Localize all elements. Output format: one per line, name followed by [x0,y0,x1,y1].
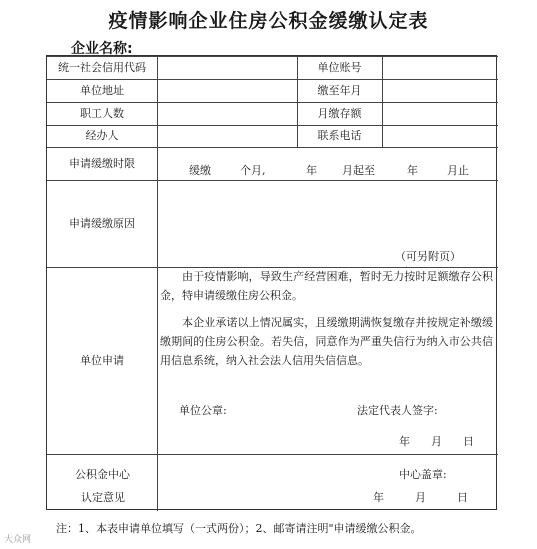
application-date-month: 月 [431,435,442,448]
label-center-2: 认定意见 [81,491,125,504]
monthly-deposit-field[interactable] [382,102,498,125]
label-credit-code: 统一社会信用代码 [58,60,146,74]
label-employee-count: 职工人数 [80,106,124,120]
period-month-end: 月止 [447,164,469,177]
label-paid-until: 缴至年月 [317,83,362,97]
handler-field[interactable] [157,125,297,147]
credit-code-field[interactable] [157,56,297,79]
period-month-from: 月起至 [342,164,375,177]
application-paragraph-2: 本企业承诺以上情况属实，且缓缴期满恢复缴存并按规定补缴缓缴期间的住房公积金。若失信，同意作为严重失信行为纳入市公共信用信息系统，纳入社会法人信用失信信息。 [160,316,493,367]
paid-until-field[interactable] [382,79,498,102]
center-date-month: 月 [415,491,426,504]
footer-note: 注：1、本表申请单位填写（一式两份）；2、邮寄请注明"申请缓缴公积金。 [56,522,422,535]
center-date-year: 年 [373,491,384,504]
attach-note: （可另附页） [395,250,461,263]
label-address: 单位地址 [80,83,124,97]
company-name-label: 企业名称: [71,41,133,57]
center-seal-label: 中心盖章: [399,468,447,481]
phone-field[interactable] [382,125,498,147]
application-date-year: 年 [399,435,410,448]
period-year-end: 年 [407,164,418,177]
application-paragraph-1: 由于疫情影响，导致生产经营困难，暂时无力按时足额缴存公积金，特申请缓缴住房公积金。 [160,270,493,302]
label-account-no: 单位账号 [317,60,362,74]
form-title: 疫情影响企业住房公积金缓缴认定表 [108,10,429,32]
label-center-1: 公积金中心 [75,468,130,481]
period-defer: 缓缴 [189,164,211,177]
legal-rep-signature-label: 法定代表人签字: [357,404,438,417]
application-date-day: 日 [463,435,474,448]
unit-seal-label: 单位公章: [179,404,227,417]
label-deferral-period: 申请缓缴时限 [69,156,135,170]
table-rule [47,454,498,455]
period-year-start: 年 [306,164,317,177]
label-handler: 经办人 [85,129,119,143]
label-unit-application: 单位申请 [80,353,124,367]
label-phone: 联系电话 [317,129,362,143]
address-field[interactable] [157,79,297,102]
account-no-field[interactable] [382,56,498,79]
watermark: 大众网 [4,535,32,545]
employee-count-field[interactable] [157,102,297,125]
label-deferral-reason: 申请缓缴原因 [69,216,135,230]
period-months: 个月, [240,164,266,177]
deferral-form-table [46,55,497,510]
label-monthly-deposit: 月缴存额 [317,106,362,120]
center-date-day: 日 [457,491,468,504]
